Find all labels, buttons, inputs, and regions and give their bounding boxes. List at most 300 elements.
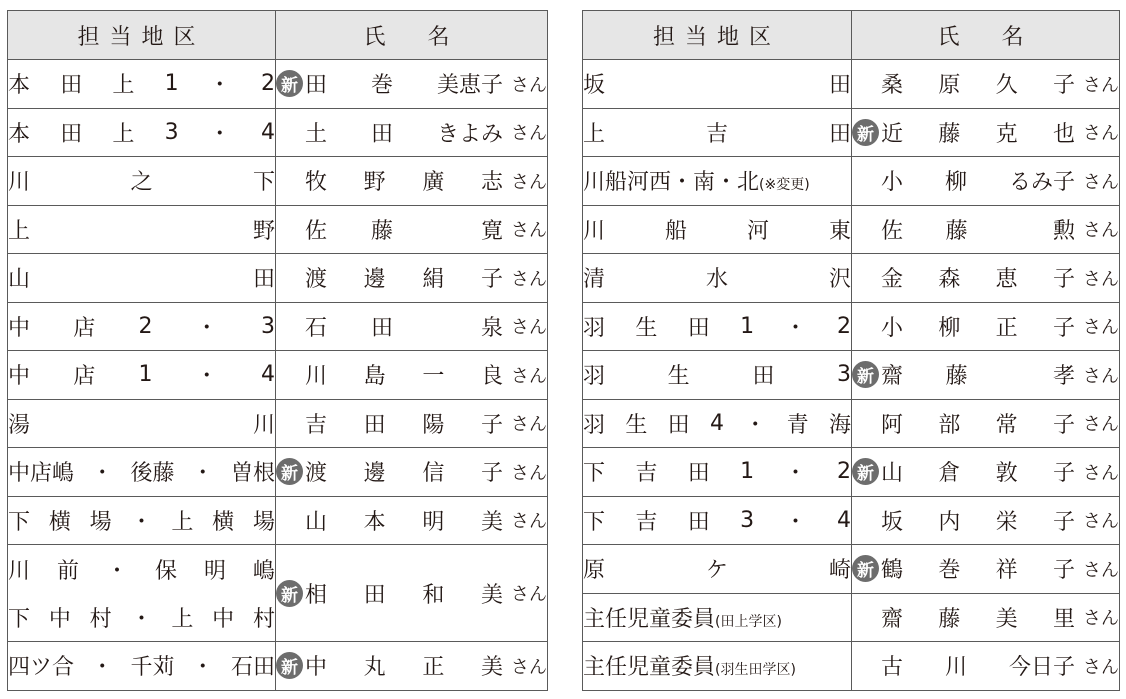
table-row xyxy=(8,302,548,351)
honorific: さん xyxy=(511,584,547,605)
name-part: 阿 xyxy=(881,412,904,438)
name-part: 泉 xyxy=(480,315,503,341)
right-roster-table xyxy=(582,10,1120,691)
table-row xyxy=(583,205,1120,254)
table-row xyxy=(8,60,548,109)
area-token: ・ xyxy=(784,461,807,487)
name-part: 子 xyxy=(1052,558,1075,584)
name-line xyxy=(852,602,1119,633)
area-token: ・ xyxy=(195,364,218,390)
area-token: 田 xyxy=(252,267,275,293)
name-cell xyxy=(852,157,1120,206)
name-line xyxy=(852,456,1119,487)
area-multiline xyxy=(8,545,275,641)
name-part: 土 xyxy=(305,121,328,147)
area-token: 生 xyxy=(635,315,658,341)
area-line xyxy=(583,117,851,148)
area-cell xyxy=(583,351,852,400)
new-badge-icon: 新 xyxy=(276,652,303,679)
left-name-header: 氏 名 xyxy=(276,11,548,60)
area-token: 明 xyxy=(203,558,226,584)
area-token: 河 xyxy=(746,218,769,244)
area-line xyxy=(583,68,851,99)
honorific: さん xyxy=(1083,123,1119,145)
name-part: 栄 xyxy=(995,509,1018,535)
name-part: 柳 xyxy=(938,315,961,341)
name-part: 齋 xyxy=(881,364,904,390)
area-cell xyxy=(8,254,276,303)
table-row xyxy=(8,545,548,642)
person-name xyxy=(305,650,503,681)
person-name xyxy=(305,359,503,390)
name-part: 克 xyxy=(995,121,1018,147)
area-token: 川 xyxy=(8,558,31,584)
area-line xyxy=(583,505,851,536)
name-part: 田 xyxy=(305,73,328,99)
honorific: さん xyxy=(511,220,547,242)
person-name xyxy=(881,68,1075,99)
table-row xyxy=(583,545,1120,594)
person-name xyxy=(881,602,1075,633)
person-name xyxy=(881,359,1075,390)
area-line xyxy=(583,262,851,293)
area-cell xyxy=(8,545,276,642)
area-cell xyxy=(583,205,852,254)
person-name xyxy=(305,68,503,99)
area-token: 田 xyxy=(60,73,83,99)
area-token: 村 xyxy=(89,606,112,632)
name-part: 子 xyxy=(480,412,503,438)
table-row xyxy=(583,496,1120,545)
area-token: 羽 xyxy=(583,364,606,390)
right-table-body xyxy=(583,60,1120,691)
name-part: 齋 xyxy=(881,606,904,632)
table-row xyxy=(8,642,548,691)
area-token: 1 xyxy=(740,459,755,485)
name-part: 廣 xyxy=(422,170,445,196)
area-cell xyxy=(8,642,276,691)
table-row xyxy=(583,157,1120,206)
name-part: 子 xyxy=(1052,412,1075,438)
area-token: 上 xyxy=(171,606,194,632)
new-badge-icon: 新 xyxy=(276,458,303,485)
name-cell xyxy=(852,593,1120,642)
area-token: 4 xyxy=(709,410,724,436)
name-part: 小 xyxy=(881,315,904,341)
person-name xyxy=(305,117,503,148)
area-token: 横 xyxy=(48,509,71,535)
name-cell xyxy=(852,351,1120,400)
area-cell xyxy=(8,399,276,448)
area-token: 船 xyxy=(664,218,687,244)
name-cell xyxy=(852,545,1120,594)
name-part: 正 xyxy=(995,315,1018,341)
name-part: 渡 xyxy=(305,461,328,487)
name-part: 巻 xyxy=(938,558,961,584)
area-token: 青 xyxy=(786,412,809,438)
area-token: 横 xyxy=(212,509,235,535)
area-token: 田 xyxy=(752,364,775,390)
area-cell xyxy=(583,60,852,109)
table-row xyxy=(583,60,1120,109)
name-part: 牧 xyxy=(305,170,328,196)
name-line xyxy=(276,578,547,609)
area-token: 上 xyxy=(112,73,135,99)
name-part: 川 xyxy=(944,655,967,681)
honorific: さん xyxy=(511,511,547,533)
name-part: 巻 xyxy=(370,73,393,99)
area-cell xyxy=(8,205,276,254)
area-token: ケ xyxy=(705,558,728,584)
area-line xyxy=(8,262,275,293)
name-cell xyxy=(276,254,548,303)
name-part: 倉 xyxy=(938,461,961,487)
name-part: 孝 xyxy=(1052,364,1075,390)
name-line xyxy=(276,408,547,439)
right-area-header: 担当地区 xyxy=(583,11,852,60)
person-name xyxy=(305,165,503,196)
area-line xyxy=(583,408,851,439)
area-token: ・ xyxy=(744,412,767,438)
name-line xyxy=(852,505,1119,536)
name-line xyxy=(852,117,1119,148)
area-token: 1 xyxy=(138,362,153,388)
honorific: さん xyxy=(1083,608,1119,630)
area-token: 田 xyxy=(687,461,710,487)
name-part: 子 xyxy=(1052,267,1075,293)
area-token: 4 xyxy=(261,119,275,145)
area-token: 4 xyxy=(836,507,851,533)
area-token: 中 xyxy=(8,315,31,341)
person-name xyxy=(881,117,1075,148)
area-token: 之 xyxy=(130,170,153,196)
new-badge-icon: 新 xyxy=(852,458,879,485)
area-token: 千苅 xyxy=(130,655,175,681)
name-part: 良 xyxy=(480,364,503,390)
person-name xyxy=(881,262,1075,293)
name-part: 子 xyxy=(480,267,503,293)
area-line xyxy=(8,456,275,487)
new-badge-icon: 新 xyxy=(852,119,879,146)
area-token: 上 xyxy=(8,218,31,244)
honorific: さん xyxy=(1083,74,1119,96)
name-part: 邊 xyxy=(363,267,386,293)
name-part: 柳 xyxy=(944,170,967,196)
name-part: 今日子 xyxy=(1008,655,1075,681)
name-cell xyxy=(852,496,1120,545)
name-part: 志 xyxy=(480,170,503,196)
name-part: 田 xyxy=(370,121,393,147)
area-token: ・ xyxy=(208,73,231,99)
person-name xyxy=(881,456,1075,487)
name-part: 金 xyxy=(881,267,904,293)
area-token: ・ xyxy=(105,558,128,584)
name-part: 久 xyxy=(995,73,1018,99)
honorific: さん xyxy=(1083,317,1119,339)
area-token: 吉 xyxy=(635,461,658,487)
name-part: 田 xyxy=(363,412,386,438)
right-name-header: 氏 名 xyxy=(852,11,1120,60)
area-note: (田上学区) xyxy=(715,613,782,630)
name-cell xyxy=(276,157,548,206)
honorific: さん xyxy=(511,171,547,193)
table-row xyxy=(8,399,548,448)
area-line xyxy=(583,650,851,681)
area-text: 主任児童委員 xyxy=(583,655,716,681)
name-cell xyxy=(276,399,548,448)
name-cell xyxy=(276,205,548,254)
name-part: 敦 xyxy=(995,461,1018,487)
area-cell xyxy=(583,108,852,157)
area-token: 中店嶋 xyxy=(8,461,75,487)
area-cell xyxy=(583,157,852,206)
name-part: 小 xyxy=(881,170,904,196)
area-token: ・ xyxy=(130,606,153,632)
name-line xyxy=(852,408,1119,439)
area-token: 生 xyxy=(667,364,690,390)
name-part: 子 xyxy=(1052,315,1075,341)
name-line xyxy=(276,359,547,390)
name-part: 也 xyxy=(1052,121,1075,147)
name-part: 内 xyxy=(938,509,961,535)
area-cell xyxy=(8,351,276,400)
area-token: 吉 xyxy=(705,121,728,147)
area-token: 下 xyxy=(252,170,275,196)
honorific: さん xyxy=(1083,559,1119,581)
name-part: 川 xyxy=(305,364,328,390)
table-row xyxy=(583,108,1120,157)
name-part: 藤 xyxy=(945,364,968,390)
table-row xyxy=(583,593,1120,642)
name-line xyxy=(852,359,1119,390)
name-cell xyxy=(276,60,548,109)
area-token: 田 xyxy=(60,121,83,147)
name-part: 原 xyxy=(938,73,961,99)
area-note: (※変更) xyxy=(759,177,810,194)
area-note: (羽生田学区) xyxy=(715,662,796,679)
honorific: さん xyxy=(511,74,547,96)
area-token: 野 xyxy=(252,218,275,244)
name-part: 本 xyxy=(363,509,386,535)
person-name xyxy=(881,650,1075,681)
person-name xyxy=(305,311,503,342)
name-part: 和 xyxy=(422,582,445,608)
name-part: 桑 xyxy=(881,73,904,99)
area-token: 下 xyxy=(583,461,606,487)
area-line xyxy=(583,214,851,245)
table-row xyxy=(8,254,548,303)
name-cell xyxy=(276,496,548,545)
area-cell xyxy=(8,302,276,351)
area-token: 生 xyxy=(625,412,648,438)
area-line xyxy=(8,505,275,536)
area-token: 坂 xyxy=(583,73,606,99)
area-token: 保 xyxy=(154,558,177,584)
area-token: 村 xyxy=(252,606,275,632)
honorific: さん xyxy=(511,414,547,436)
name-part: 子 xyxy=(480,461,503,487)
honorific: さん xyxy=(511,268,547,290)
name-cell xyxy=(852,448,1120,497)
name-part: 坂 xyxy=(881,509,904,535)
table-row xyxy=(8,448,548,497)
name-line xyxy=(276,311,547,342)
person-name xyxy=(881,408,1075,439)
area-token: ・ xyxy=(91,655,114,681)
name-line xyxy=(852,650,1119,681)
name-cell xyxy=(276,108,548,157)
area-token: 前 xyxy=(56,558,79,584)
honorific: さん xyxy=(511,317,547,339)
name-line xyxy=(276,68,547,99)
area-token: 東 xyxy=(828,218,851,244)
name-part: 山 xyxy=(305,509,328,535)
name-line xyxy=(276,214,547,245)
area-token: 3 xyxy=(740,507,755,533)
area-token: 上 xyxy=(583,121,606,147)
area-token: 原 xyxy=(583,558,606,584)
area-cell xyxy=(8,157,276,206)
name-cell xyxy=(276,448,548,497)
name-part: 子 xyxy=(1052,73,1075,99)
area-cell xyxy=(8,448,276,497)
area-token: 後藤 xyxy=(130,461,175,487)
area-text: 主任児童委員 xyxy=(583,606,716,632)
area-token: 下 xyxy=(8,509,31,535)
name-part: 藤 xyxy=(938,121,961,147)
honorific: さん xyxy=(1083,171,1119,193)
area-token: 店 xyxy=(73,364,96,390)
area-cell xyxy=(583,545,852,594)
area-token: 湯 xyxy=(8,412,31,438)
person-name xyxy=(305,214,503,245)
table-row xyxy=(583,302,1120,351)
area-token: 2 xyxy=(836,459,851,485)
name-part: 藤 xyxy=(938,606,961,632)
name-part: 一 xyxy=(422,364,445,390)
name-part: 勲 xyxy=(1052,218,1075,244)
area-token: 清 xyxy=(583,267,606,293)
person-name xyxy=(305,578,503,609)
area-cell xyxy=(583,448,852,497)
area-token: 沢 xyxy=(828,267,851,293)
left-header-row xyxy=(8,11,548,60)
name-part: 中 xyxy=(305,655,328,681)
name-part: 陽 xyxy=(422,412,445,438)
name-cell xyxy=(276,642,548,691)
name-part: 絹 xyxy=(422,267,445,293)
area-line xyxy=(583,359,851,390)
area-token: 川 xyxy=(583,218,606,244)
area-line xyxy=(8,602,275,633)
table-row xyxy=(583,254,1120,303)
name-part: 恵 xyxy=(995,267,1018,293)
area-token: 田 xyxy=(667,412,690,438)
new-badge-icon: 新 xyxy=(276,580,303,607)
person-name xyxy=(305,262,503,293)
area-token: 羽 xyxy=(583,412,606,438)
area-token: 四ツ合 xyxy=(8,655,75,681)
area-token: 田 xyxy=(687,315,710,341)
name-cell xyxy=(852,399,1120,448)
name-line xyxy=(276,165,547,196)
area-token: 1 xyxy=(164,71,179,97)
name-part: 美 xyxy=(480,655,503,681)
name-part: きよみ xyxy=(436,121,503,147)
left-roster-table xyxy=(7,10,548,691)
table-row xyxy=(583,399,1120,448)
name-line xyxy=(852,262,1119,293)
name-line xyxy=(276,117,547,148)
area-token: 田 xyxy=(687,509,710,535)
name-line xyxy=(852,311,1119,342)
honorific: さん xyxy=(511,365,547,387)
table-row xyxy=(583,642,1120,691)
area-token: ・ xyxy=(208,121,231,147)
area-line xyxy=(8,554,275,585)
area-token: 上 xyxy=(171,509,194,535)
honorific: さん xyxy=(1083,220,1119,242)
name-part: 祥 xyxy=(995,558,1018,584)
honorific: さん xyxy=(1083,462,1119,484)
name-cell xyxy=(852,60,1120,109)
name-part: 明 xyxy=(422,509,445,535)
name-part: 野 xyxy=(363,170,386,196)
name-line xyxy=(276,650,547,681)
name-part: 島 xyxy=(363,364,386,390)
area-cell xyxy=(583,254,852,303)
name-part: 渡 xyxy=(305,267,328,293)
person-name xyxy=(881,505,1075,536)
area-token: 1 xyxy=(740,313,755,339)
name-cell xyxy=(852,642,1120,691)
person-name xyxy=(305,408,503,439)
honorific: さん xyxy=(511,462,547,484)
area-line xyxy=(8,650,275,681)
area-token: 水 xyxy=(705,267,728,293)
name-line xyxy=(852,165,1119,196)
name-cell xyxy=(852,205,1120,254)
area-token: 崎 xyxy=(828,558,851,584)
area-token: 曽根 xyxy=(230,461,275,487)
area-token: 場 xyxy=(252,509,275,535)
area-token: 本 xyxy=(8,73,31,99)
name-part: 佐 xyxy=(881,218,904,244)
name-part: 藤 xyxy=(371,218,394,244)
person-name xyxy=(881,311,1075,342)
name-line xyxy=(276,262,547,293)
new-badge-icon: 新 xyxy=(852,555,879,582)
area-token: 上 xyxy=(112,121,135,147)
area-token: 3 xyxy=(164,119,179,145)
area-token: 中 xyxy=(8,364,31,390)
honorific: さん xyxy=(1083,268,1119,290)
area-token: ・ xyxy=(191,655,214,681)
table-row xyxy=(8,205,548,254)
area-token: 3 xyxy=(260,313,275,339)
new-badge-icon: 新 xyxy=(276,70,303,97)
area-line xyxy=(8,165,275,196)
honorific: さん xyxy=(1083,656,1119,678)
table-row xyxy=(583,351,1120,400)
person-name xyxy=(881,553,1075,584)
name-part: 近 xyxy=(881,121,904,147)
name-part: 鶴 xyxy=(881,558,904,584)
name-part: 邊 xyxy=(363,461,386,487)
left-table-body xyxy=(8,60,548,691)
area-token: 下 xyxy=(583,509,606,535)
area-line xyxy=(8,311,275,342)
